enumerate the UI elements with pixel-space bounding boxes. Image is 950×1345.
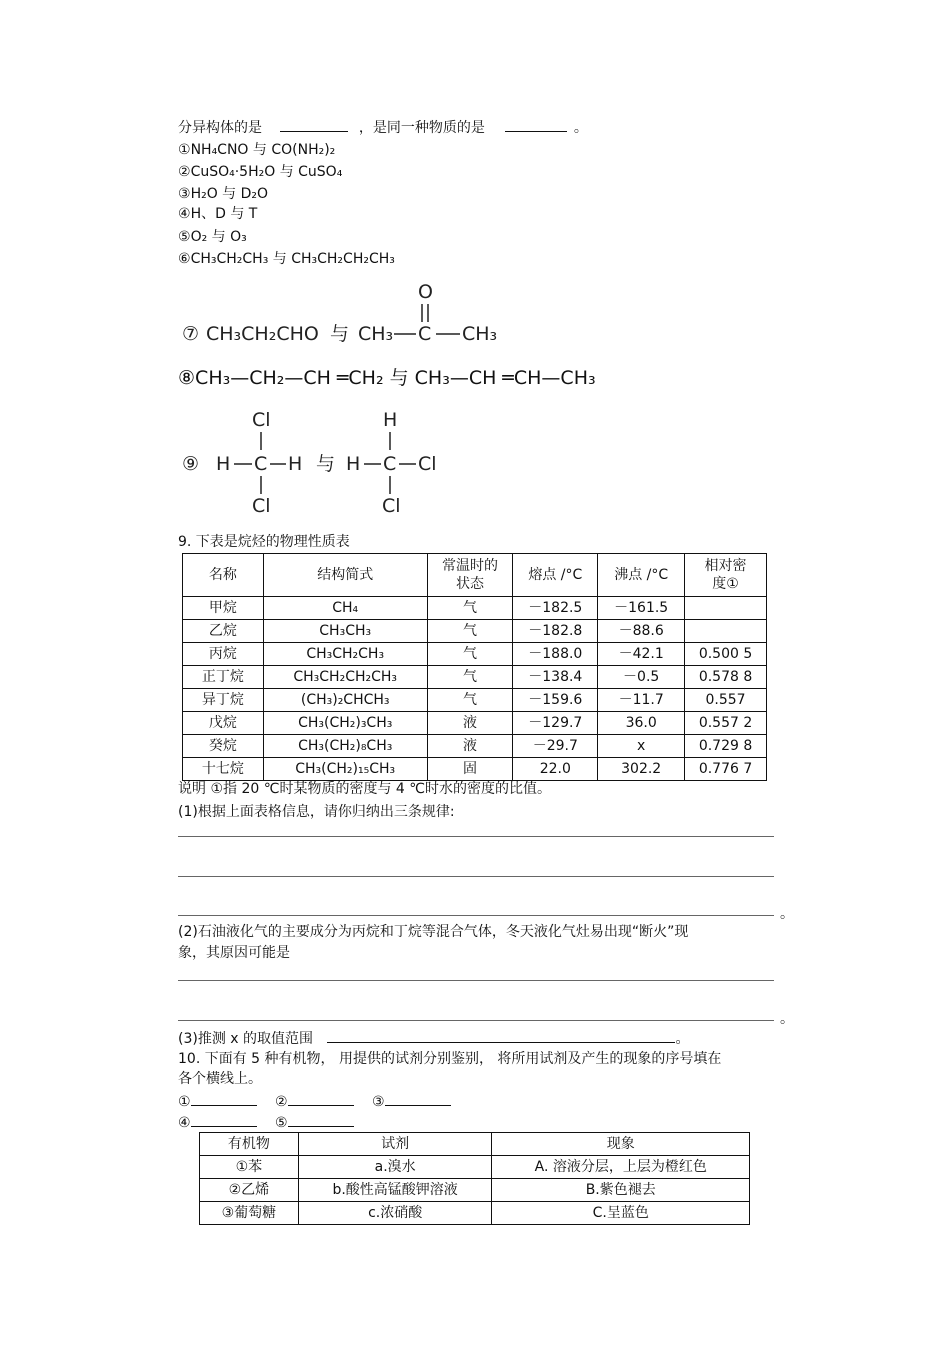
item-5: ⑤O₂ 与 O₃ [178, 229, 247, 245]
methyl-group: CH₃ [358, 323, 394, 345]
alkane-table [182, 553, 767, 781]
hydrogen-atom: H [346, 453, 361, 475]
chlorine-atom: Cl [382, 495, 401, 517]
prompt-text: ，是同一种物质的是 [358, 120, 485, 136]
header-cell: 试剂 [298, 1133, 492, 1156]
answer-blank[interactable] [327, 1029, 675, 1043]
question-part-2b: 象，其原因可能是 [178, 945, 290, 961]
answer-line[interactable] [178, 915, 774, 916]
structure-9 [178, 402, 458, 520]
item-6: ⑥CH₃CH₂CH₃ 与 CH₃CH₂CH₂CH₃ [178, 251, 395, 267]
prompt-text: 分异构体的是 [178, 120, 262, 136]
q10-blanks-row1: ① ② ③ [178, 1092, 451, 1111]
answer-blank[interactable] [385, 1092, 451, 1106]
oxygen-atom: O [418, 281, 433, 303]
header-cell: 有机物 [200, 1133, 299, 1156]
table-row: ①苯 a.溴水 A. 溶液分层，上层为橙红色 [200, 1156, 750, 1179]
answer-line[interactable] [178, 1020, 774, 1021]
table-row: 异丁烷 (CH₃)₂CHCH₃ 气 －159.6 －11.7 0.557 [183, 689, 767, 712]
answer-line[interactable] [178, 836, 774, 837]
question-line [178, 118, 588, 137]
hydrogen-atom: H [383, 409, 398, 431]
header-cell: 熔点 /°C [513, 554, 598, 597]
answer-blank[interactable] [191, 1113, 257, 1127]
item-4: ④H、D 与 T [178, 206, 258, 222]
item-9-number: ⑨ [182, 453, 200, 475]
question-part-2a: (2)石油液化气的主要成分为丙烷和丁烷等混合气体，冬天液化气灶易出现“断火”现 [178, 924, 689, 940]
answer-blank[interactable] [191, 1092, 257, 1106]
item-3: ③H₂O 与 D₂O [178, 186, 269, 202]
table-header-row [183, 554, 767, 597]
item-7-number: ⑦ [182, 323, 200, 345]
header-cell: 名称 [183, 554, 264, 597]
answer-blank[interactable] [280, 118, 348, 132]
period: 。 [780, 906, 794, 922]
prompt-text: 。 [573, 120, 588, 136]
table-header-row [200, 1133, 750, 1156]
chlorine-atom: Cl [252, 409, 271, 431]
table-note: 说明 ①指 20 ℃时某物质的密度与 4 ℃时水的密度的比值。 [178, 781, 551, 797]
table-row: 正丁烷 CH₃CH₂CH₂CH₃ 气 －138.4 －0.5 0.578 8 [183, 666, 767, 689]
q10-blanks-row2: ④ ⑤ [178, 1113, 354, 1132]
table-row: 十七烷 CH₃(CH₂)₁₅CH₃ 固 22.0 302.2 0.776 7 [183, 758, 767, 781]
table-row: 戊烷 CH₃(CH₂)₃CH₃ 液 －129.7 36.0 0.557 2 [183, 712, 767, 735]
answer-line[interactable] [178, 980, 774, 981]
table-row: ③葡萄糖 c.浓硝酸 C.呈蓝色 [200, 1202, 750, 1225]
table-row: 丙烷 CH₃CH₂CH₃ 气 －188.0 －42.1 0.500 5 [183, 643, 767, 666]
reagent-table [199, 1132, 750, 1225]
item-1: ①NH₄CNO 与 CO(NH₂)₂ [178, 142, 336, 158]
header-cell: 沸点 /°C [598, 554, 685, 597]
carbon-atom: C [383, 453, 397, 475]
header-cell: 相对密 度① [685, 554, 767, 597]
q9-title: 9. 下表是烷烃的物理性质表 [178, 534, 350, 550]
hydrogen-atom: H [288, 453, 303, 475]
methyl-group: CH₃ [462, 323, 498, 345]
table-row: 癸烷 CH₃(CH₂)₈CH₃ 液 －29.7 x 0.729 8 [183, 735, 767, 758]
structure-8: ⑧CH₃—CH₂—CH ═CH₂ 与 CH₃—CH ═CH—CH₃ [178, 367, 596, 389]
question-part-1: (1)根据上面表格信息，请你归纳出三条规律: [178, 804, 455, 820]
chlorine-atom: Cl [418, 453, 437, 475]
answer-line[interactable] [178, 876, 774, 877]
header-cell: 现象 [492, 1133, 750, 1156]
table-row: ②乙烯 b.酸性高锰酸钾溶液 B.紫色褪去 [200, 1179, 750, 1202]
conjunction: 与 [330, 323, 350, 345]
carbon-atom: C [418, 323, 432, 345]
answer-blank[interactable] [288, 1113, 354, 1127]
header-cell: 常温时的 状态 [427, 554, 513, 597]
answer-blank[interactable] [505, 118, 567, 132]
question-part-3: (3)推测 x 的取值范围 。 [178, 1031, 690, 1047]
conjunction: 与 [316, 453, 336, 475]
period: 。 [780, 1011, 794, 1027]
header-cell: 结构简式 [263, 554, 427, 597]
formula-left: CH₃CH₂CHO [206, 323, 319, 345]
q10-title-cont: 各个横线上。 [178, 1071, 262, 1087]
hydrogen-atom: H [216, 453, 231, 475]
structure-7 [178, 278, 518, 353]
item-2: ②CuSO₄·5H₂O 与 CuSO₄ [178, 164, 343, 180]
carbon-atom: C [254, 453, 268, 475]
table-row: 乙烷 CH₃CH₃ 气 －182.8 －88.6 [183, 620, 767, 643]
chlorine-atom: Cl [252, 495, 271, 517]
table-row: 甲烷 CH₄ 气 －182.5 －161.5 [183, 597, 767, 620]
answer-blank[interactable] [288, 1092, 354, 1106]
q10-title: 10. 下面有 5 种有机物， 用提供的试剂分别鉴别， 将所用试剂及产生的现象的序号填在 [178, 1051, 722, 1067]
